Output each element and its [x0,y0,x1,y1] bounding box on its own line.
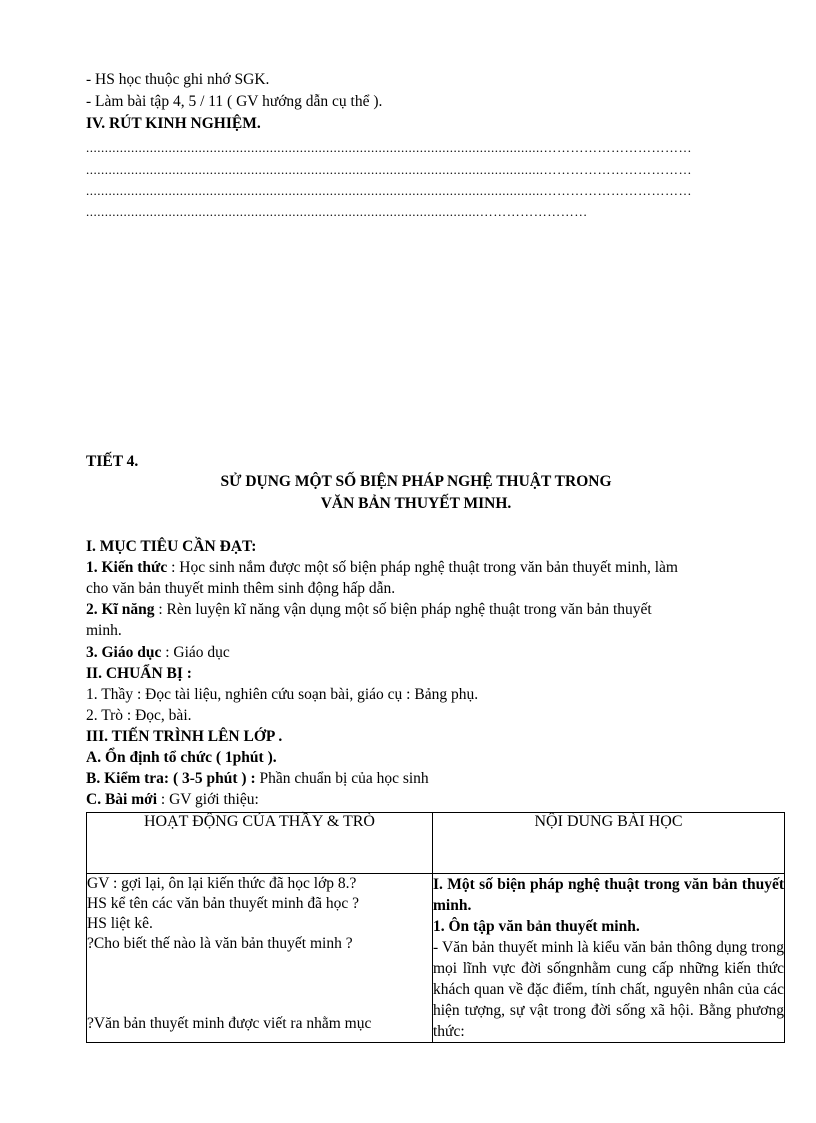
activity-line: GV : gợi lại, ôn lại kiến thức đã học lớp 8.? [87,875,357,892]
header-content: NỘI DUNG BÀI HỌC [433,813,785,874]
dotted-line-3: ..........................................................................................................................…………………………… [86,183,692,198]
step-b-text: Phần chuẩn bị của học sinh [255,770,429,787]
knowledge-line [86,558,678,578]
activity-line: HS liệt kê. [87,915,153,932]
header-activities: HOẠT ĐỘNG CỦA THẦY & TRÒ [87,813,433,874]
lesson-title-line-2: VĂN BẢN THUYẾT MINH. [320,495,512,512]
step-b [86,769,429,789]
activities-cell [87,874,433,1043]
activity-line: ?Cho biết thế nào là văn bản thuyết minh ? [87,935,353,952]
lesson-number: TIẾT 4. [86,453,139,470]
knowledge-line-2: cho văn bản thuyết minh thêm sinh động hấp dẫn. [86,580,396,597]
content-heading-2: 1. Ôn tập văn bản thuyết minh. [433,918,640,935]
section-procedure: III. TIẾN TRÌNH LÊN LỚP . [86,728,283,745]
section-objectives: I. MỤC TIÊU CẦN ĐẠT: [86,538,257,555]
dotted-line-2: ..........................................................................................................................…………………………… [86,162,692,177]
step-c-text: : GV giới thiệu: [157,791,259,808]
activity-line: ?Văn bản thuyết minh được viết ra nhằm mục [87,1015,372,1032]
skills-label: 2. Kĩ năng [86,601,155,618]
section-preparation: II. CHUẨN BỊ : [86,665,192,682]
homework-line-2: - Làm bài tập 4, 5 / 11 ( GV hướng dẫn cụ thể ). [86,93,383,110]
prep-teacher: 1. Thầy : Đọc tài liệu, nghiên cứu soạn bài, giáo cụ : Bảng phụ. [86,686,479,703]
skills-text: : Rèn luyện kĩ năng vận dụng một số biện pháp nghệ thuật trong văn bản thuyết [154,601,652,618]
dotted-line-4: .........................................................................................................…………………… [86,204,588,219]
step-a: A. Ổn định tổ chức ( 1phút ). [86,749,277,766]
step-c [86,790,259,810]
knowledge-text: : Học sinh nắm được một số biện pháp nghệ thuật trong văn bản thuyết minh, làm [167,559,678,576]
spacer [87,954,432,1014]
knowledge-label: 1. Kiến thức [86,559,168,576]
section-heading-rut-kinh-nghiem: IV. RÚT KINH NGHIỆM. [86,115,261,132]
education-text: : Giáo dục [161,644,230,661]
lesson-table [86,812,785,1043]
content-paragraph: - Văn bản thuyết minh là kiểu văn bản thông dụng trong mọi lĩnh vực đời sốngnhằm cung cấp những kiến thức khách quan về đặc điểm, tính chất, nguyên nhân của các hiện tượng, sự vật trong đời sống xã hội. Bằng phương thức: [433,939,784,1040]
table-row [87,874,785,1043]
step-b-label: B. Kiểm tra: ( 3-5 phút ) : [86,770,256,787]
step-c-label: C. Bài mới [86,791,158,808]
lesson-title-line-1: SỬ DỤNG MỘT SỐ BIỆN PHÁP NGHỆ THUẬT TRONG [220,473,612,490]
table-header-row [87,813,785,874]
activity-line: HS kể tên các văn bản thuyết minh đã học ? [87,895,360,912]
education-line [86,643,230,663]
education-label: 3. Giáo dục [86,644,162,661]
content-cell [433,874,785,1043]
dotted-line-1: ..........................................................................................................................…………………………… [86,140,692,155]
prep-student: 2. Trò : Đọc, bài. [86,707,192,724]
skills-line [86,600,652,620]
skills-line-2: minh. [86,622,122,639]
homework-line-1: - HS học thuộc ghi nhớ SGK. [86,71,270,88]
content-heading-1: I. Một số biện pháp nghệ thuật trong văn bản thuyết minh. [433,876,784,914]
